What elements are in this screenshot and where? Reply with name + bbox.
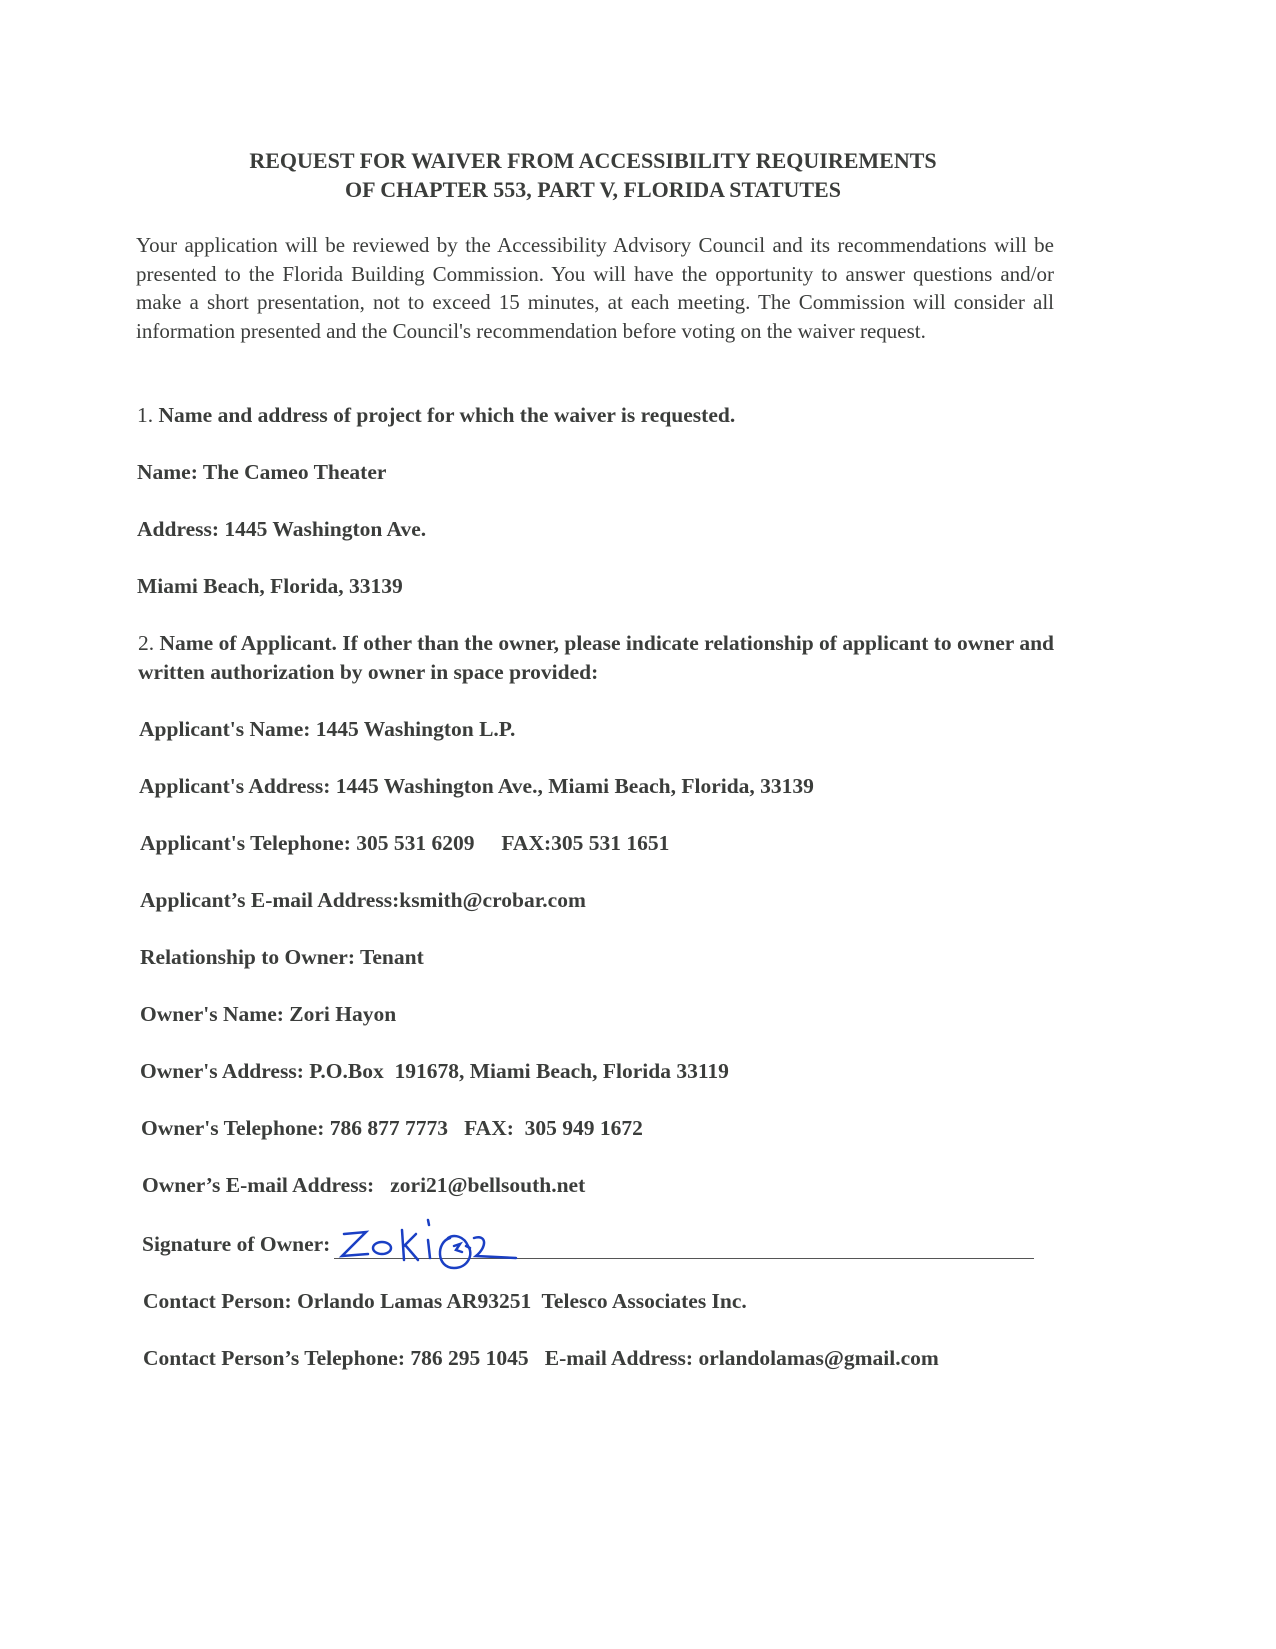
value: Zori Hayon	[289, 1002, 397, 1026]
form-fields	[137, 401, 1067, 1401]
project-name-field	[137, 458, 1067, 487]
value: The Cameo Theater	[202, 460, 387, 484]
document-title	[0, 146, 1186, 204]
question-1	[137, 401, 1067, 430]
value: 1445 Washington Ave.	[224, 517, 427, 541]
contact-person-field	[143, 1287, 1067, 1316]
value: 1445 Washington L.P.	[315, 717, 516, 741]
signature-line	[334, 1228, 1034, 1259]
label: Owner's Name:	[140, 1002, 284, 1026]
value: Tenant	[360, 945, 424, 969]
value: P.O.Box 191678, Miami Beach, Florida 33119	[309, 1059, 729, 1083]
label: Name:	[137, 460, 198, 484]
value: 1445 Washington Ave., Miami Beach, Florida, 33139	[335, 774, 814, 798]
label: Owner’s E-mail Address:	[142, 1173, 375, 1197]
label: Contact Person’s Telephone:	[143, 1346, 405, 1370]
fax-value: 305 531 1651	[551, 831, 670, 855]
label: Applicant's Name:	[139, 717, 311, 741]
value: 786 877 7773	[329, 1116, 448, 1140]
applicant-address-field	[139, 772, 1067, 801]
email-label: E-mail Address:	[544, 1346, 694, 1370]
handwritten-signature	[336, 1216, 536, 1276]
fax-label: FAX:	[464, 1116, 514, 1140]
relationship-field	[140, 943, 1067, 972]
label: Applicant’s E-mail Address:	[140, 888, 400, 912]
question-2	[138, 629, 1067, 687]
intro-paragraph: Your application will be reviewed by the Accessibility Advisory Council and its recommendations will be presented to the Florida Building Commission. You will have the opportunity to answer questions and/or make a short presentation, not to exceed 15 minutes, at each meeting. The Commission will consider all information presented and the Council's recommendation before voting on the waiver request.	[136, 233, 1054, 343]
value: zori21@bellsouth.net	[390, 1173, 586, 1197]
owner-name-field	[140, 1000, 1067, 1029]
owner-signature-field	[142, 1228, 1067, 1259]
label: Address:	[137, 517, 220, 541]
project-city-field: Miami Beach, Florida, 33139	[137, 574, 403, 598]
applicant-telephone-field	[140, 829, 1067, 858]
value: Orlando Lamas AR93251 Telesco Associates Inc.	[297, 1289, 747, 1313]
question-text: Name of Applicant. If other than the owner, please indicate relationship of applicant to owner and written authorization by owner in space provided:	[138, 631, 1054, 684]
owner-address-field	[140, 1057, 1067, 1086]
label: Contact Person:	[143, 1289, 292, 1313]
applicant-name-field	[139, 715, 1067, 744]
label: Applicant's Telephone:	[140, 831, 351, 855]
question-text: Name and address of project for which the waiver is requested.	[158, 403, 736, 427]
title-line-1: REQUEST FOR WAIVER FROM ACCESSIBILITY REQUIREMENTS	[249, 148, 937, 173]
label: Owner's Telephone:	[141, 1116, 325, 1140]
owner-email-field	[142, 1171, 1067, 1200]
label: Relationship to Owner:	[140, 945, 355, 969]
question-number: 2.	[138, 631, 155, 655]
contact-telephone-field	[143, 1344, 1067, 1373]
value: 305 531 6209	[356, 831, 475, 855]
label: Owner's Address:	[140, 1059, 304, 1083]
email-value: orlandolamas@gmail.com	[698, 1346, 939, 1370]
label: Applicant's Address:	[139, 774, 331, 798]
owner-telephone-field	[141, 1114, 1067, 1143]
title-line-2: OF CHAPTER 553, PART V, FLORIDA STATUTES	[345, 177, 841, 202]
value: 786 295 1045	[410, 1346, 529, 1370]
applicant-email-field	[140, 886, 1067, 915]
project-address-field	[137, 515, 1067, 544]
question-number: 1.	[137, 403, 154, 427]
fax-label: FAX:	[501, 831, 552, 855]
label: Signature of Owner:	[142, 1232, 331, 1256]
value: ksmith@crobar.com	[399, 888, 586, 912]
fax-value: 305 949 1672	[524, 1116, 643, 1140]
